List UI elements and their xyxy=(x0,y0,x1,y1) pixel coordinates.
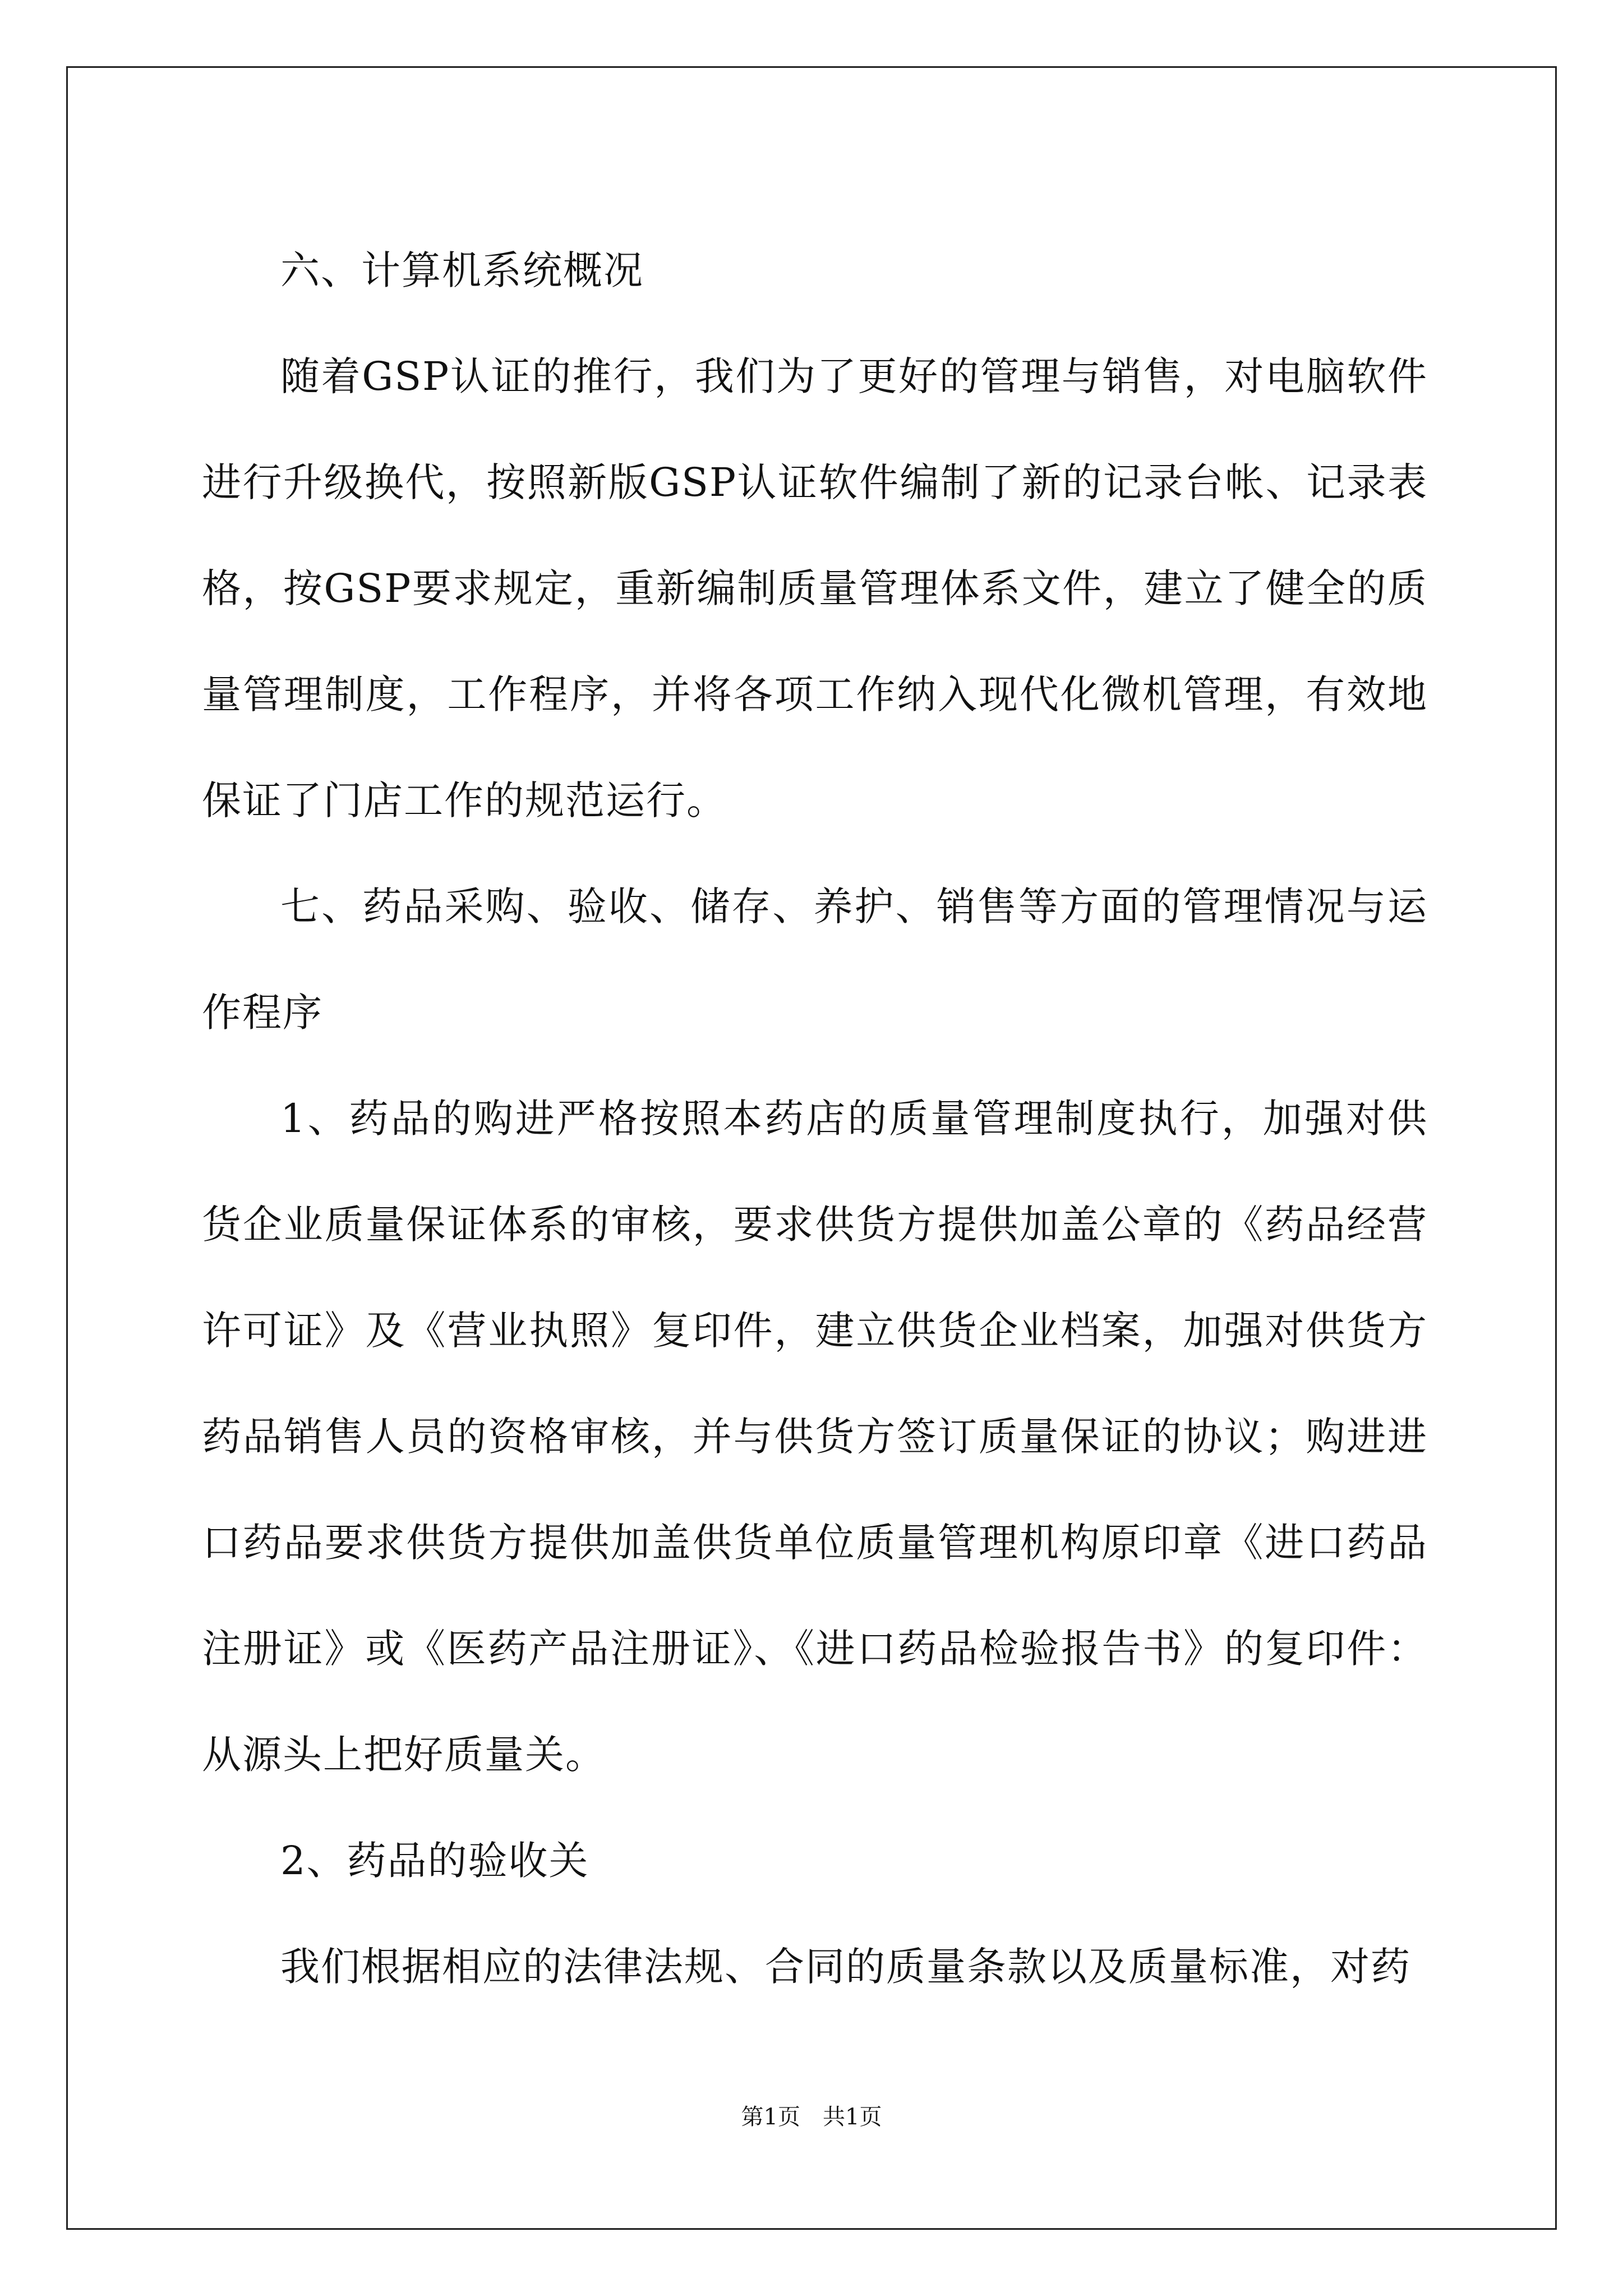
document-body xyxy=(202,218,1428,2020)
section-heading-computer-system: 六、计算机系统概况 xyxy=(280,247,644,293)
paragraph-drug-purchase: 1、药品的购进严格按照本药店的质量管理制度执行，加强对供货企业质量保证体系的审核，要求供货方提供加盖公章的《药品经营许可证》及《营业执照》复印件，建立供货企业档案，加强对供货方药品销售人员的资格审核，并与供货方签订质量保证的协议；购进进口药品要求供货方提供加盖供货单位质量管理机构原印章《进口药品注册证》或《医药产品注册证》、《进口药品检验报告书》的复印件：从源头上把好质量关。 xyxy=(202,1096,1428,1778)
page-footer: 第1页 共1页 xyxy=(741,2104,882,2130)
paragraph-gsp-software: 随着GSP认证的推行，我们为了更好的管理与销售，对电脑软件进行升级换代，按照新版GSP认证软件编制了新的记录台帐、记录表格，按GSP要求规定，重新编制质量管理体系文件，建立了健全的质量管理制度，工作程序，并将各项工作纳入现代化微机管理，有效地保证了门店工作的规范运行。 xyxy=(202,353,1428,823)
paragraph-acceptance-standards: 我们根据相应的法律法规、合同的质量条款以及质量标准，对药 xyxy=(280,1944,1411,1990)
subheading-drug-acceptance: 2、药品的验收关 xyxy=(280,1838,589,1884)
section-heading-drug-management: 七、药品采购、验收、储存、养护、销售等方面的管理情况与运作程序 xyxy=(202,884,1428,1036)
